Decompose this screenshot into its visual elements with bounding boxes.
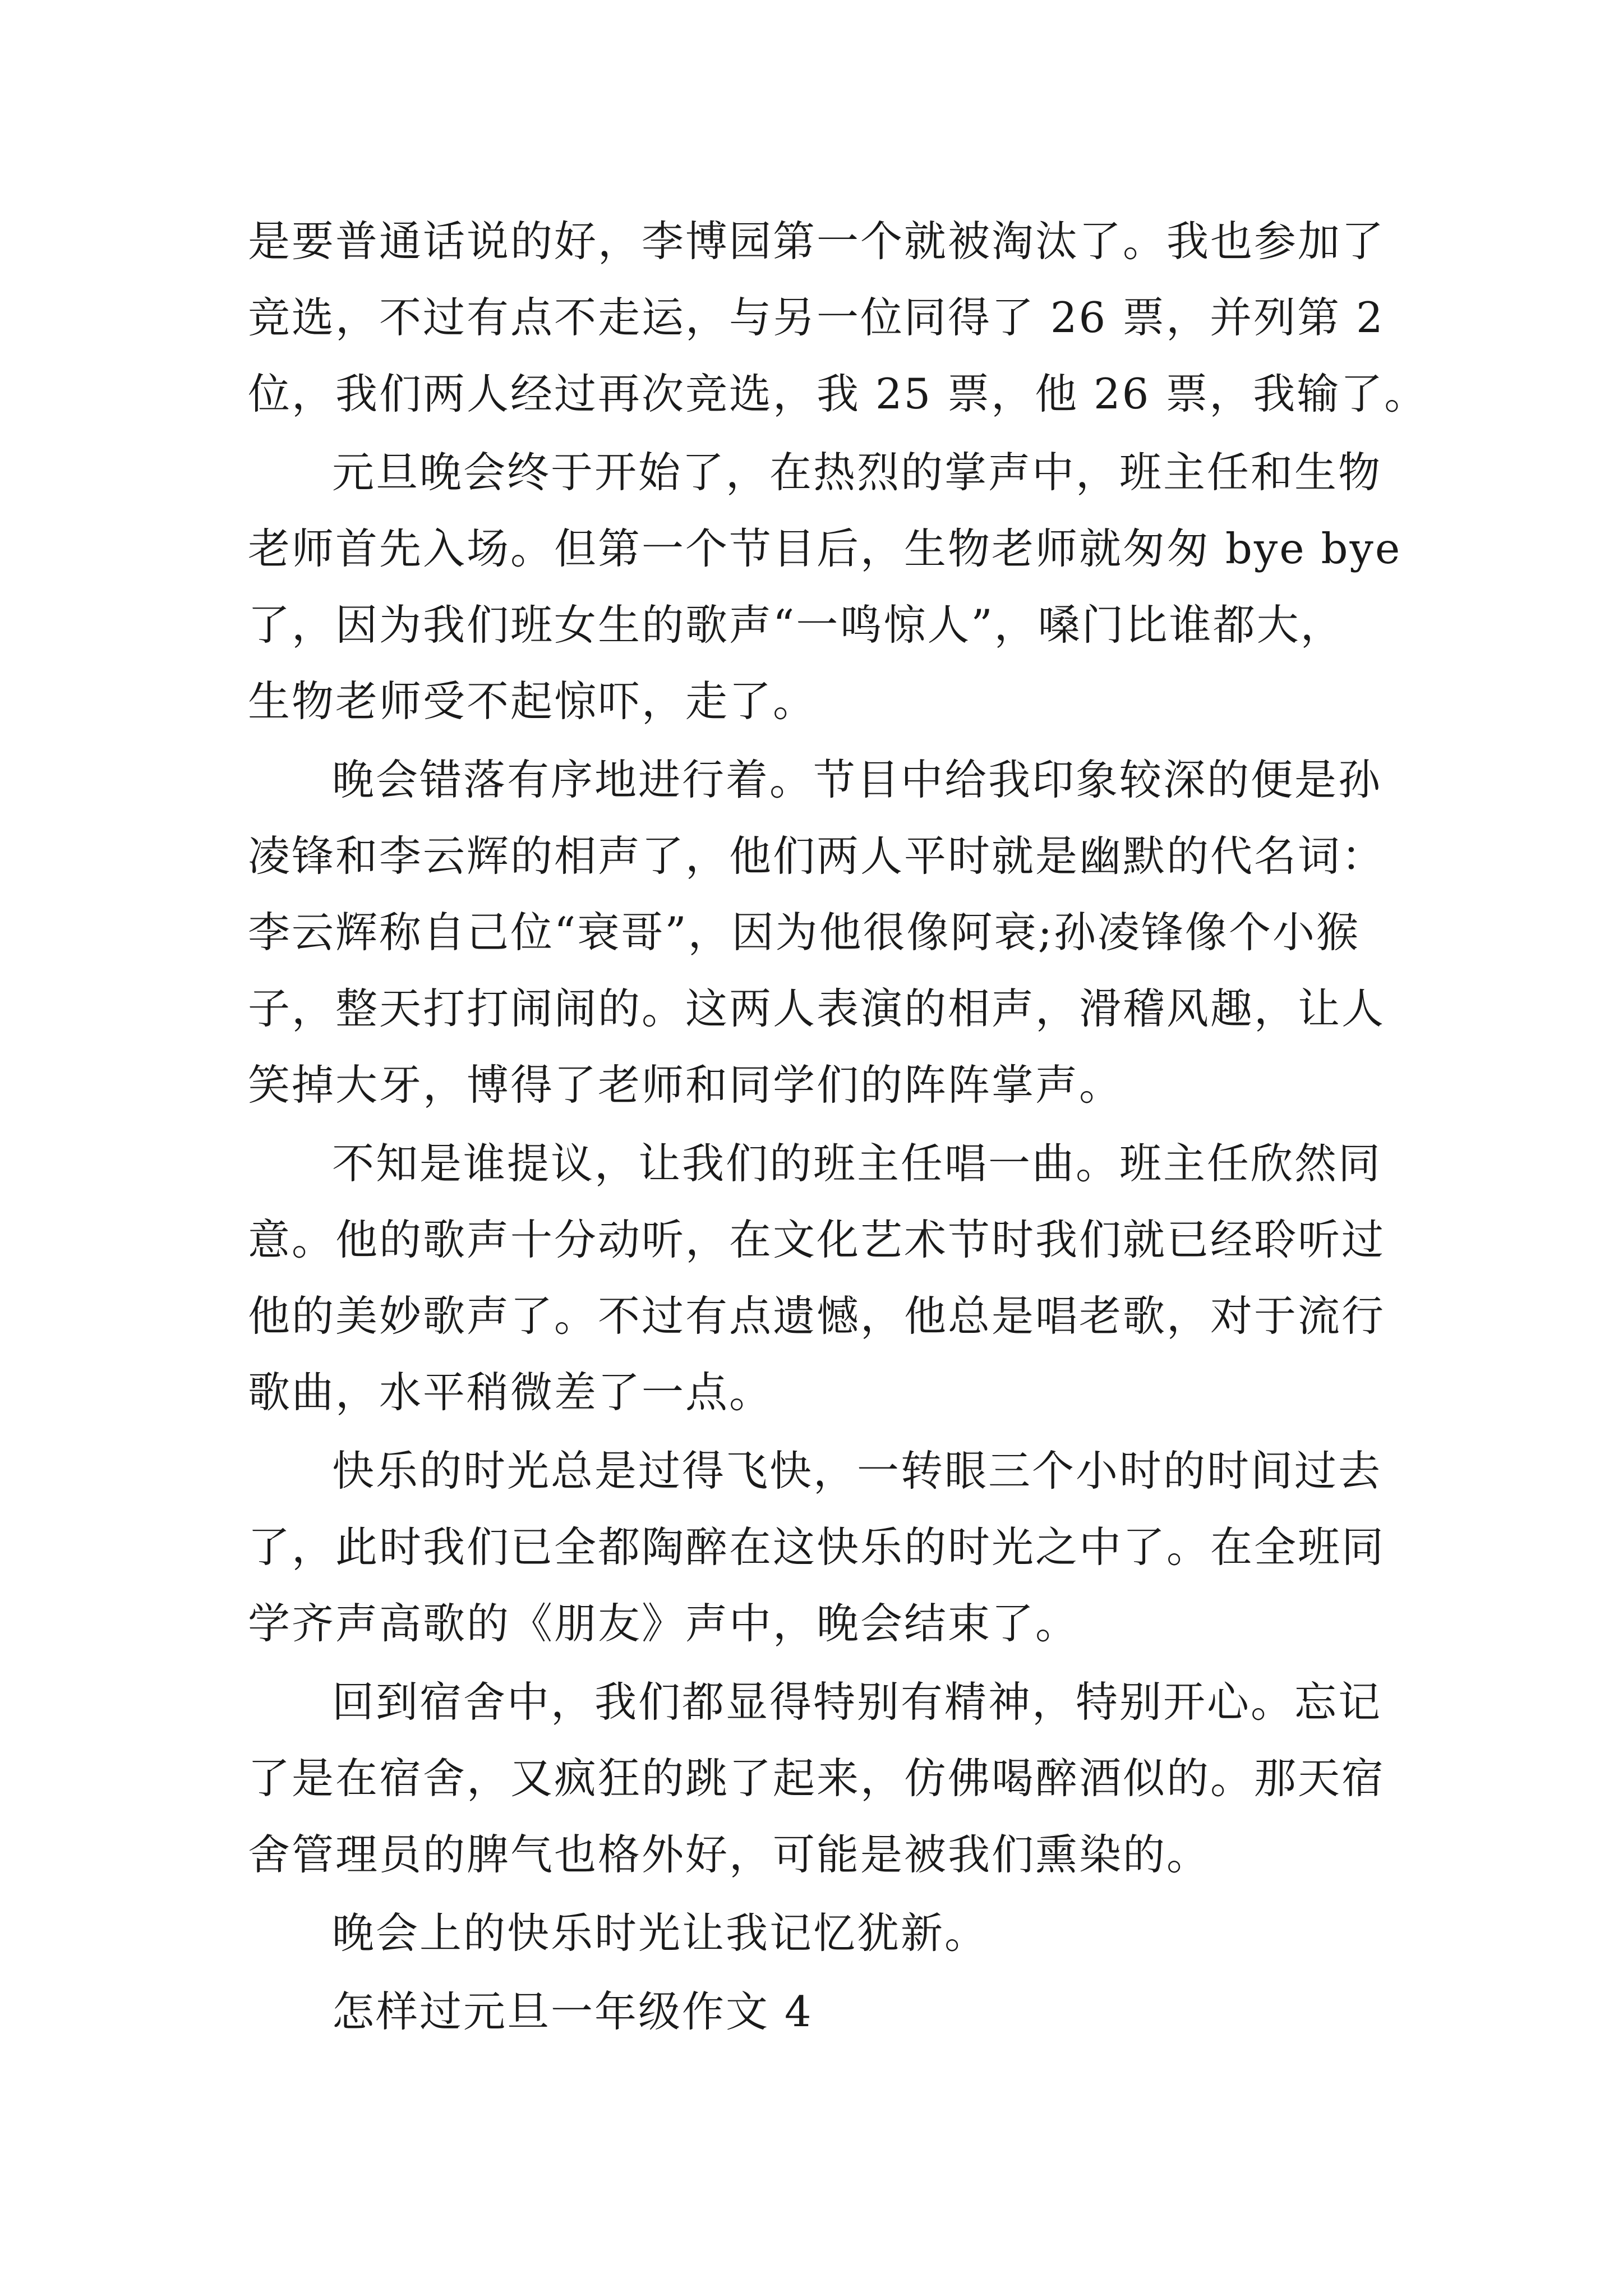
paragraph: [248, 1125, 1392, 1430]
text-line: 意。他的歌声十分动听，在文化艺术节时我们就已经聆听过: [248, 1215, 1386, 1264]
text-line: 笑掉大牙，博得了老师和同学们的阵阵掌声。: [248, 1060, 1123, 1110]
text-line: 元旦晚会终于开始了，在热烈的掌声中，班主任和生物: [332, 448, 1382, 497]
section-heading: [248, 1973, 1392, 2050]
paragraph: [248, 1433, 1392, 1662]
text-line: 是要普通话说的好，李博园第一个就被淘汰了。我也参加了: [248, 217, 1386, 266]
text-line: 了，因为我们班女生的歌声“一鸣惊人”，嗓门比谁都大，: [248, 600, 1344, 650]
text-line: 他的美妙歌声了。不过有点遗憾，他总是唱老歌，对于流行: [248, 1291, 1386, 1341]
text-line: 子，整天打打闹闹的。这两人表演的相声，滑稽风趣，让人: [248, 984, 1386, 1033]
text-line: 晚会上的快乐时光让我记忆犹新。: [332, 1908, 989, 1958]
paragraph: [248, 434, 1402, 739]
text-line: 生物老师受不起惊吓，走了。: [248, 677, 817, 726]
paragraph: [248, 1895, 1392, 1971]
text-line: 学齐声高歌的《朋友》声中，晚会结束了。: [248, 1599, 1080, 1648]
text-line: 了是在宿舍，又疯狂的跳了起来，仿佛喝醉酒似的。那天宿: [248, 1754, 1386, 1803]
paragraph: [248, 1664, 1392, 1893]
document-body: [248, 203, 1428, 2050]
heading-line: 怎样过元旦一年级作文 4: [332, 1987, 813, 2036]
text-line: 歌曲，水平稍微差了一点。: [248, 1368, 773, 1417]
text-line: 竞选，不过有点不走运，与另一位同得了 26 票，并列第 2: [248, 293, 1385, 342]
text-line: 凌锋和李云辉的相声了，他们两人平时就是幽默的代名词：: [248, 831, 1386, 881]
text-line: 李云辉称自己位“衰哥”，因为他很像阿衰;孙凌锋像个小猴: [248, 908, 1360, 957]
text-line: 了，此时我们已全都陶醉在这快乐的时光之中了。在全班同: [248, 1522, 1386, 1572]
text-line: 快乐的时光总是过得飞快，一转眼三个小时的时间过去: [332, 1446, 1382, 1496]
text-line: 晚会错落有序地进行着。节目中给我印象较深的便是孙: [332, 755, 1382, 804]
paragraph: [248, 203, 1428, 432]
text-line: 位，我们两人经过再次竞选，我 25 票，他 26 票，我输了。: [248, 369, 1428, 418]
paragraph: [248, 742, 1392, 1123]
text-line: 回到宿舍中，我们都显得特别有精神，特别开心。忘记: [332, 1677, 1382, 1727]
text-line: 老师首先入场。但第一个节目后，生物老师就匆匆 bye bye: [248, 524, 1402, 573]
text-line: 不知是谁提议，让我们的班主任唱一曲。班主任欣然同: [332, 1139, 1382, 1188]
text-line: 舍管理员的脾气也格外好，可能是被我们熏染的。: [248, 1830, 1211, 1879]
